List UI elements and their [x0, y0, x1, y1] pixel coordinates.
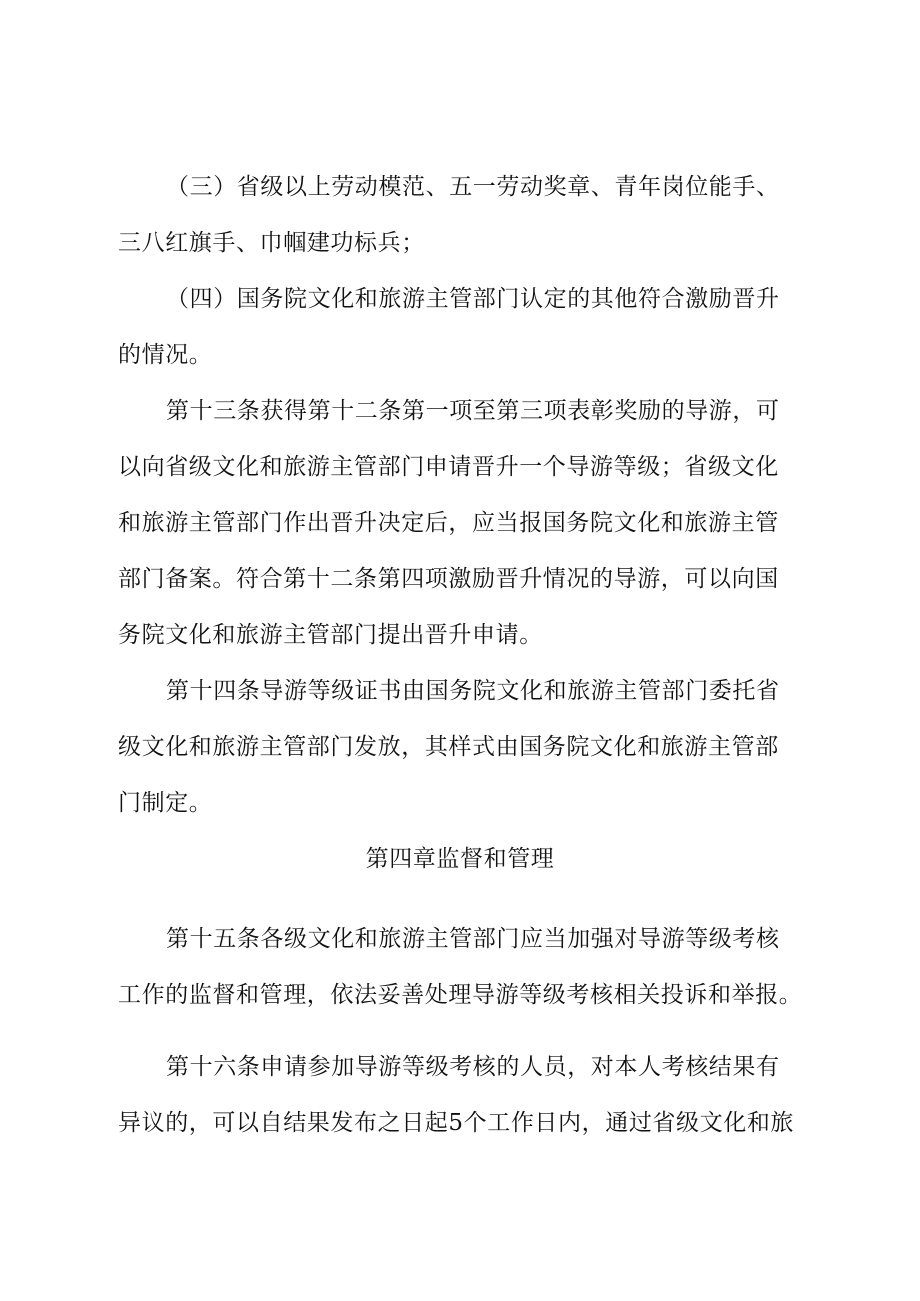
- article-13-line-1: 第十三条获得第十二条第一项至第三项表彰奖励的导游，可: [166, 398, 780, 424]
- article-13-line-4: 部门备案。符合第十二条第四项激励晋升情况的导游，可以向国: [118, 566, 779, 592]
- article-16-line-2: 异议的，可以自结果发布之日起5个工作日内，通过省级文化和旅: [118, 1110, 795, 1136]
- article-14-line-3: 门制定。: [118, 790, 213, 816]
- paragraph-item-4-line-1: （四）国务院文化和旅游主管部门认定的其他符合激励晋升: [166, 286, 780, 312]
- article-13-line-2: 以向省级文化和旅游主管部门申请晋升一个导游等级；省级文化: [118, 454, 779, 480]
- chapter-4-heading: 第四章监督和管理: [365, 846, 555, 872]
- paragraph-item-3-line-2: 三八红旗手、巾帼建功标兵；: [118, 230, 425, 256]
- article-14-line-1: 第十四条导游等级证书由国务院文化和旅游主管部门委托省: [166, 678, 780, 704]
- article-13-line-5: 务院文化和旅游主管部门提出晋升申请。: [118, 622, 543, 648]
- paragraph-item-4-line-2: 的情况。: [118, 342, 213, 368]
- article-15-line-2: 工作的监督和管理，依法妥善处理导游等级考核相关投诉和举报。: [118, 982, 803, 1008]
- article-14-line-2: 级文化和旅游主管部门发放，其样式由国务院文化和旅游主管部: [118, 734, 779, 760]
- article-15-line-1: 第十五条各级文化和旅游主管部门应当加强对导游等级考核: [166, 926, 780, 952]
- article-16-line-1: 第十六条申请参加导游等级考核的人员，对本人考核结果有: [166, 1054, 780, 1080]
- paragraph-item-3-line-1: （三）省级以上劳动模范、五一劳动奖章、青年岗位能手、: [166, 174, 780, 200]
- article-13-line-3: 和旅游主管部门作出晋升决定后，应当报国务院文化和旅游主管: [118, 510, 779, 536]
